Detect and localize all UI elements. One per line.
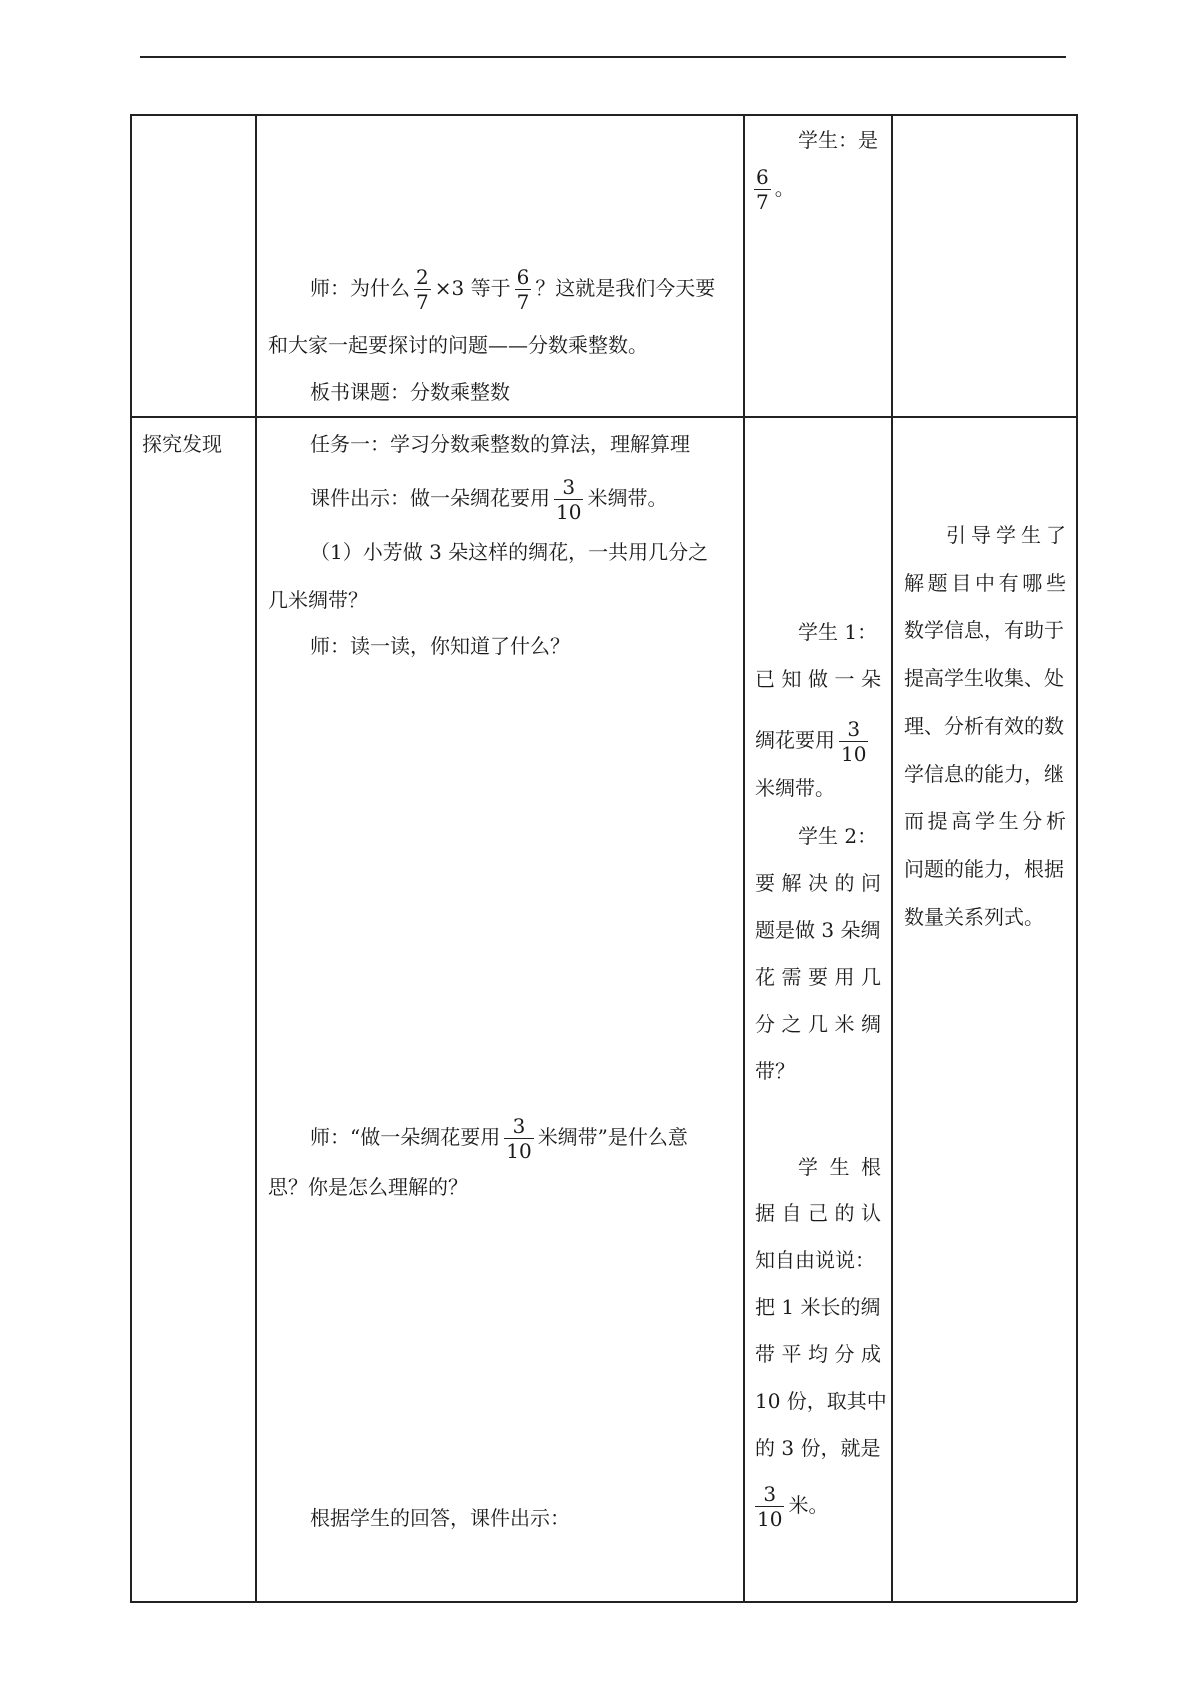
student2-line3: [755, 964, 881, 990]
fraction: [504, 1115, 533, 1162]
glyph: 朵: [861, 667, 881, 691]
glyph: 高: [951, 809, 972, 833]
glyph: 知: [781, 667, 802, 691]
glyph: 决: [808, 871, 828, 895]
glyph: 了: [1046, 523, 1066, 547]
student1-line2: [755, 718, 872, 765]
glyph: 生: [1021, 523, 1041, 547]
fraction-denominator: 10: [506, 1139, 532, 1163]
text-segment: 绸花要用: [755, 728, 835, 752]
glyph: 题: [927, 571, 948, 595]
courseware-closing: 根据学生的回答，课件出示：: [310, 1506, 570, 1530]
table-col-divider-2: [743, 114, 745, 1602]
header-rule: [140, 56, 1066, 58]
text-segment: 米绸带。: [587, 486, 668, 510]
fraction-numerator: 6: [756, 165, 769, 189]
student3-line2: [755, 1200, 881, 1226]
text-segment: 课件出示：做一朵绸花要用: [310, 486, 550, 510]
glyph: 学: [996, 523, 1016, 547]
stage-label: 探究发现: [142, 432, 222, 456]
glyph: 哪: [1022, 571, 1043, 595]
row1-student-fraction-line: [754, 166, 795, 213]
table-col-divider-1: [255, 114, 257, 1602]
glyph: 的: [834, 871, 855, 895]
fraction-numerator: 3: [512, 1114, 526, 1138]
table-row-divider: [130, 416, 1077, 418]
fraction-numerator: 2: [416, 265, 429, 289]
glyph: 析: [1045, 809, 1066, 833]
glyph: 些: [1045, 571, 1066, 595]
glyph: 认: [861, 1201, 881, 1225]
fraction-numerator: 6: [516, 265, 530, 289]
glyph: 带: [755, 1342, 775, 1366]
text-segment: 米。: [788, 1493, 829, 1517]
intent-line1: [946, 522, 1066, 548]
glyph: 绸: [861, 1012, 881, 1036]
table-col-divider-3: [891, 114, 893, 1602]
row1-student-answer: 学生：是: [798, 128, 878, 152]
fraction: [754, 166, 771, 213]
student2-line1: [755, 870, 881, 896]
question-1-line1: （1）小芳做 3 朵这样的绸花，一共用几分之: [310, 540, 709, 564]
glyph: 据: [755, 1201, 775, 1225]
text-segment: ×3 等于: [434, 276, 511, 300]
glyph: 做: [808, 667, 828, 691]
glyph: 而: [904, 809, 924, 833]
fraction-numerator: 3: [847, 717, 861, 741]
student3-line1: [798, 1154, 881, 1180]
glyph: 均: [808, 1342, 828, 1366]
glyph: 问: [861, 871, 881, 895]
intent-line9: 数量关系列式。: [904, 905, 1044, 929]
text-segment: 师：“做一朵绸花要用: [310, 1125, 501, 1149]
text-segment: 米绸带”是什么意: [537, 1125, 688, 1149]
question-1-line2: 几米绸带？: [268, 588, 368, 612]
fraction-denominator: 10: [556, 500, 582, 524]
glyph: 用: [834, 965, 855, 989]
table-border-left: [130, 114, 132, 1602]
glyph: 花: [755, 965, 775, 989]
table-border-top: [130, 114, 1077, 116]
intent-line4: 提高学生收集、处: [904, 666, 1064, 690]
fraction-numerator: 3: [562, 475, 576, 499]
student1-line3: 米绸带。: [755, 776, 835, 800]
glyph: 已: [755, 667, 775, 691]
courseware-show: [310, 476, 667, 523]
glyph: 学: [798, 1155, 818, 1179]
fraction: [515, 266, 532, 313]
glyph: 要: [755, 871, 775, 895]
teacher-prompt-read: 师：读一读，你知道了什么？: [310, 634, 570, 658]
glyph: 有: [998, 571, 1019, 595]
glyph: 目: [951, 571, 972, 595]
row1-teacher-question-line2: 和大家一起要探讨的问题——分数乘整数。: [268, 333, 648, 357]
text-segment: 师：为什么: [310, 276, 410, 300]
glyph: 之: [781, 1012, 802, 1036]
table-border-bottom: [130, 1601, 1077, 1603]
glyph: 几: [861, 965, 881, 989]
student2-label: 学生 2：: [798, 824, 878, 848]
intent-line2: [904, 570, 1066, 596]
table-border-right: [1076, 114, 1078, 1602]
glyph: 引: [946, 523, 966, 547]
fraction-denominator: 7: [516, 290, 530, 314]
glyph: 解: [904, 571, 924, 595]
student3-line6: 10 份，取其中: [755, 1389, 887, 1413]
glyph: 要: [808, 965, 828, 989]
glyph: 几: [808, 1012, 828, 1036]
student1-label: 学生 1：: [798, 620, 878, 644]
text-segment: ？这就是我们今天要: [535, 276, 716, 300]
glyph: 的: [834, 1201, 855, 1225]
intent-line8: 问题的能力，根据: [904, 857, 1064, 881]
teacher-prompt-meaning: [310, 1115, 688, 1162]
student3-line5: [755, 1341, 881, 1367]
fraction-denominator: 10: [841, 742, 867, 766]
fraction-denominator: 7: [416, 290, 429, 314]
glyph: 平: [781, 1342, 802, 1366]
glyph: 解: [781, 871, 802, 895]
task-heading: 任务一：学习分数乘整数的算法，理解算理: [310, 432, 690, 456]
fraction-denominator: 10: [757, 1507, 783, 1531]
student2-line4: [755, 1011, 881, 1037]
row1-board-title: 板书课题：分数乘整数: [310, 380, 510, 404]
glyph: 米: [834, 1012, 855, 1036]
glyph: 分: [1022, 809, 1043, 833]
punctuation: 。: [774, 176, 795, 200]
student3-line8: [755, 1483, 828, 1530]
intent-line6: 学信息的能力，继: [904, 762, 1064, 786]
glyph: 分: [834, 1342, 855, 1366]
glyph: 己: [808, 1201, 828, 1225]
glyph: 分: [755, 1012, 775, 1036]
glyph: 提: [927, 809, 948, 833]
glyph: 导: [971, 523, 991, 547]
fraction-denominator: 7: [756, 190, 769, 214]
intent-line3: 数学信息，有助于: [904, 618, 1064, 642]
teacher-prompt-meaning-line2: 思？你是怎么理解的？: [268, 1175, 468, 1199]
intent-line7: [904, 808, 1066, 834]
fraction-numerator: 3: [763, 1482, 777, 1506]
fraction: [554, 476, 583, 523]
student3-line4: 把 1 米长的绸: [755, 1295, 881, 1319]
glyph: 学: [974, 809, 995, 833]
student1-line1: [755, 666, 881, 692]
student2-line5: 带？: [755, 1059, 795, 1083]
student2-line2: 题是做 3 朵绸: [755, 918, 881, 942]
fraction: [839, 718, 868, 765]
glyph: 一: [834, 667, 855, 691]
glyph: 根: [861, 1155, 881, 1179]
glyph: 生: [998, 809, 1019, 833]
student3-line3: 知自由说说：: [755, 1248, 875, 1272]
glyph: 自: [781, 1201, 802, 1225]
intent-line5: 理、分析有效的数: [904, 714, 1064, 738]
fraction: [755, 1483, 784, 1530]
glyph: 中: [974, 571, 995, 595]
glyph: 需: [781, 965, 802, 989]
glyph: 成: [861, 1342, 881, 1366]
row1-teacher-question: [310, 266, 715, 313]
glyph: 生: [829, 1155, 850, 1179]
student3-line7: 的 3 份，就是: [755, 1436, 881, 1460]
fraction: [414, 266, 431, 313]
